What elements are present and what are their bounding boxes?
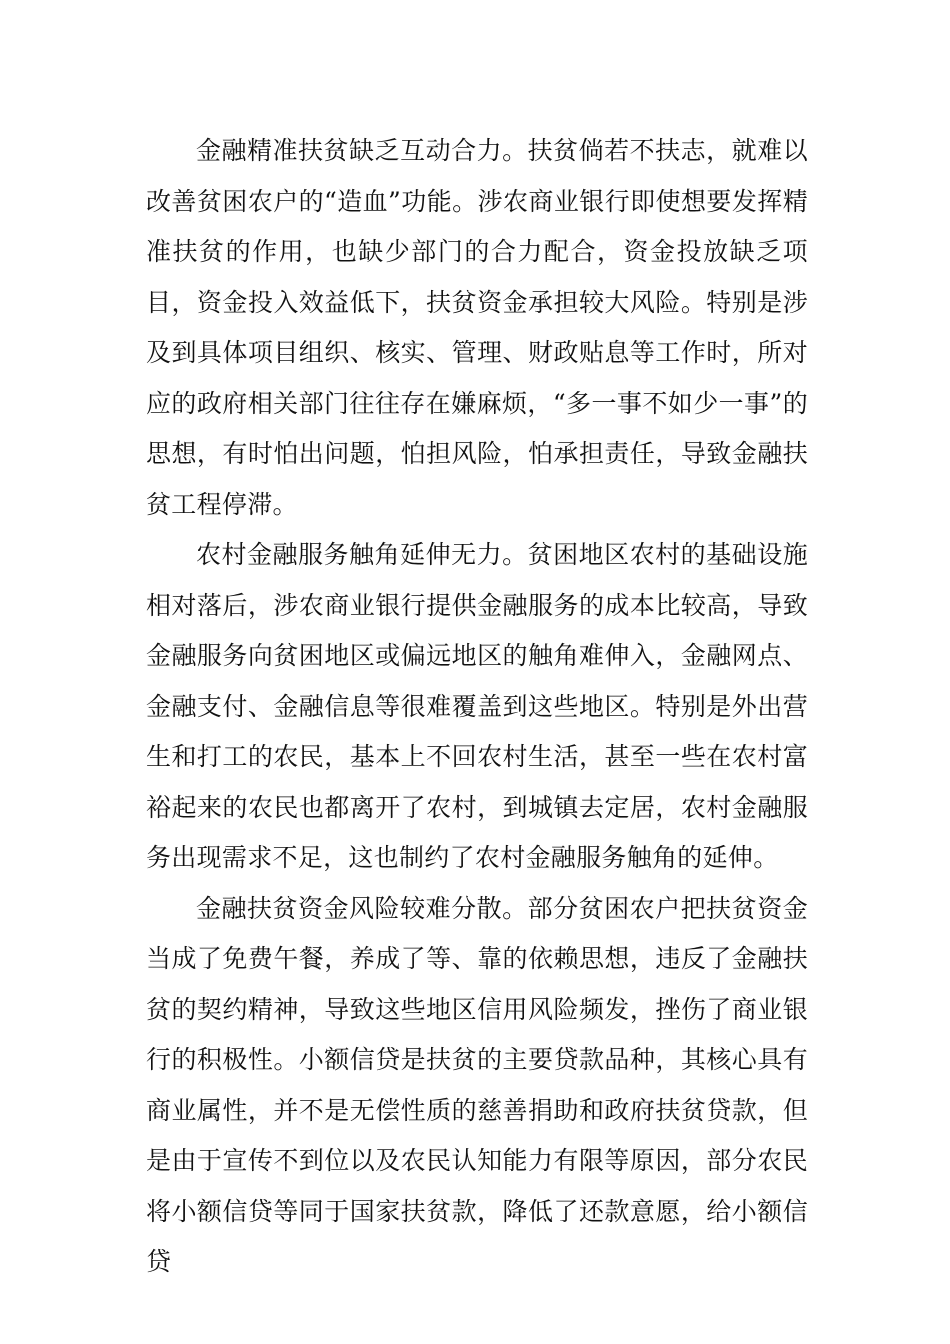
paragraph-rural-service-reach: 农村金融服务触角延伸无力。贫困地区农村的基础设施相对落后，涉农商业银行提供金融服务的成本比较高，导致金融服务向贫困地区或偏远地区的触角难伸入，金融网点、金融支付、金融信息等很难覆盖到这些地区。特别是外出营生和打工的农民，基本上不回农村生活，甚至一些在农村富裕起来的农民也都离开了农村，到城镇去定居，农村金融服务出现需求不足，这也制约了农村金融服务触角的延伸。 [146,540,808,872]
document-body [146,126,808,1288]
paragraph-risk-dispersion: 金融扶贫资金风险较难分散。部分贫困农户把扶贫资金当成了免费午餐，养成了等、靠的依赖思想，违反了金融扶贫的契约精神，导致这些地区信用风险频发，挫伤了商业银行的积极性。小额信贷是扶贫的主要贷款品种，其核心具有商业属性，并不是无偿性质的慈善捐助和政府扶贫贷款，但是由于宣传不到位以及农民认知能力有限等原因，部分农民将小额信贷等同于国家扶贫款，降低了还款意愿，给小额信贷 [146,893,808,1276]
paragraph-poverty-alleviation-synergy: 金融精准扶贫缺乏互动合力。扶贫倘若不扶志，就难以改善贫困农户的“造血”功能。涉农商业银行即使想要发挥精准扶贫的作用，也缺少部门的合力配合，资金投放缺乏项目，资金投入效益低下，扶贫资金承担较大风险。特别是涉及到具体项目组织、核实、管理、财政贴息等工作时，所对应的政府相关部门往往存在嫌麻烦，“多一事不如少一事”的思想，有时怕出问题，怕担风险，怕承担责任，导致金融扶贫工程停滞。 [146,136,808,519]
